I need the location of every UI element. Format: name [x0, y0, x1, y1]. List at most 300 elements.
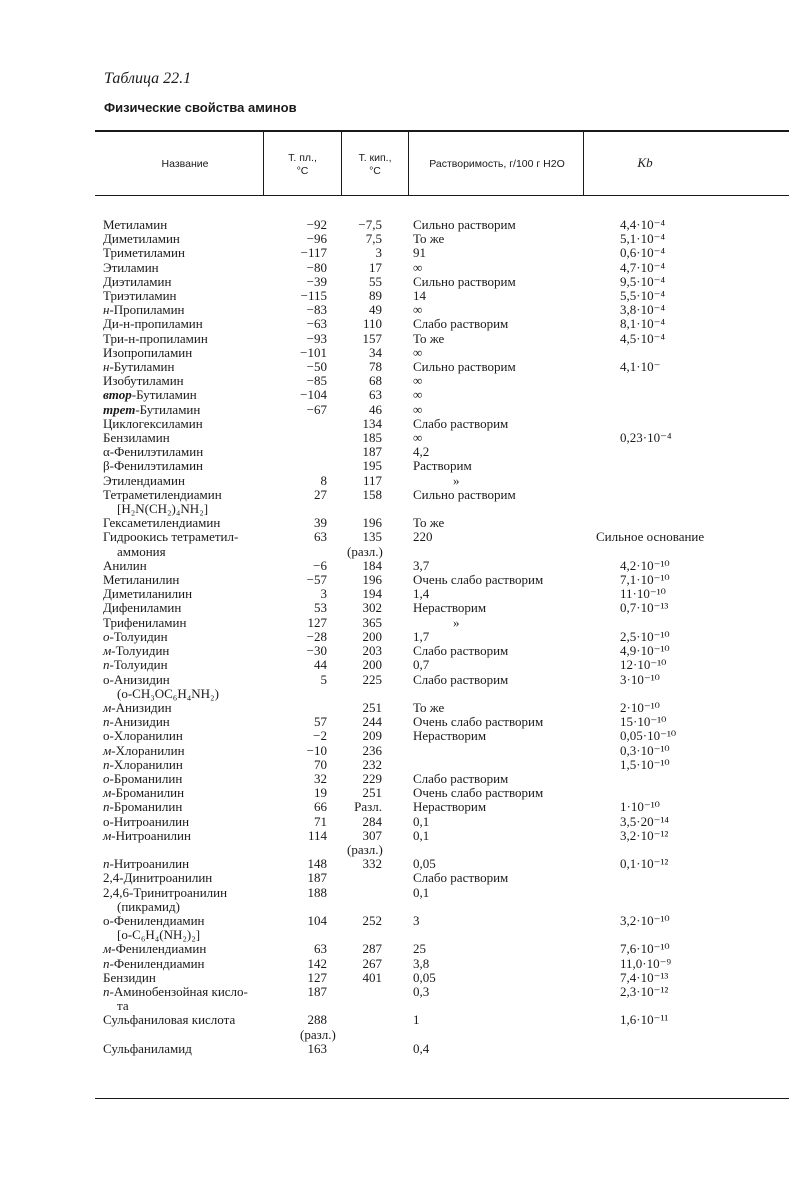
spacer	[382, 957, 413, 971]
cell-line: 7,6·10⁻¹⁰	[620, 941, 670, 957]
boiling-point	[347, 815, 382, 829]
amine-name-line	[103, 857, 300, 871]
solubility	[413, 403, 596, 417]
cell-line: Разл.	[354, 799, 382, 815]
table-row	[103, 431, 793, 445]
table-row	[103, 275, 793, 289]
solubility	[413, 516, 596, 530]
solubility	[413, 786, 596, 800]
amine-name-line	[103, 729, 300, 743]
amine-name-text: (о-CH₃OC₆H₄NH₂)	[117, 685, 219, 701]
solubility	[413, 488, 596, 516]
cell-line: 236	[362, 742, 382, 758]
amine-name	[103, 360, 300, 374]
table-row	[103, 644, 793, 658]
spacer	[327, 417, 347, 431]
amine-name	[103, 786, 300, 800]
amine-name	[103, 772, 300, 786]
kb-value	[596, 246, 793, 260]
spacer	[327, 616, 347, 630]
table-row	[103, 360, 793, 374]
amine-name-line	[103, 601, 300, 615]
cell-line: 11·10⁻¹⁰	[620, 586, 666, 602]
table-row	[103, 701, 793, 715]
amine-name	[103, 474, 300, 488]
kb-value	[596, 1042, 793, 1056]
melting-point	[300, 388, 327, 402]
spacer	[382, 559, 413, 573]
cell-line: 34	[369, 344, 382, 360]
solubility	[413, 957, 596, 971]
boiling-point	[347, 459, 382, 473]
kb-value	[596, 346, 793, 360]
cell-line: Сильно растворим	[413, 217, 516, 232]
amine-name	[103, 232, 300, 246]
cell-line: 0,3	[413, 983, 430, 999]
amine-name-text: -Броманилин	[109, 799, 183, 815]
cell-line: 5,5·10⁻⁴	[620, 288, 665, 304]
cell-line: 114	[307, 827, 327, 843]
amine-name-text: β-Фенилэтиламин	[103, 458, 204, 474]
cell-line: 0,6·10⁻⁴	[620, 245, 665, 261]
spacer	[382, 871, 413, 885]
cell-line: 3,5·20⁻¹⁴	[620, 813, 669, 829]
cell-line: Слабо растворим	[413, 316, 509, 332]
spacer	[382, 374, 413, 388]
amine-name-text: Гидроокись тетраметил-	[103, 529, 239, 545]
amine-name-text: (пикрамид)	[117, 898, 180, 914]
melting-point	[300, 232, 327, 246]
cell-line: 19	[314, 785, 327, 801]
spacer	[327, 942, 347, 956]
boiling-point	[347, 658, 382, 672]
table-row	[103, 488, 793, 516]
boiling-point	[347, 729, 382, 743]
boiling-point	[347, 388, 382, 402]
melting-point	[300, 857, 327, 871]
solubility	[413, 744, 596, 758]
amine-name	[103, 332, 300, 346]
amine-name	[103, 601, 300, 615]
cell-line: 163	[307, 1040, 327, 1056]
cell-line: 0,1	[413, 813, 430, 829]
amine-name-text: Триэтиламин	[103, 288, 177, 304]
spacer	[382, 601, 413, 615]
solubility	[413, 474, 596, 488]
table-row	[103, 559, 793, 573]
cell-line: 2,5·10⁻¹⁰	[620, 628, 670, 644]
melting-point	[300, 218, 327, 232]
cell-line: −104	[300, 387, 327, 403]
boiling-point	[347, 701, 382, 715]
solubility	[413, 388, 596, 402]
kb-value	[596, 218, 793, 232]
amine-name-text: 2,4-Динитроанилин	[103, 870, 213, 886]
spacer	[327, 374, 347, 388]
table-row	[103, 346, 793, 360]
amine-name-line	[103, 815, 300, 829]
boiling-point	[347, 886, 382, 914]
boiling-point	[347, 985, 382, 1013]
amine-name	[103, 914, 300, 942]
spacer	[327, 914, 347, 942]
spacer	[382, 1042, 413, 1056]
amine-name-line	[103, 559, 300, 573]
kb-value	[596, 232, 793, 246]
cell-line: 7,1·10⁻¹⁰	[620, 572, 670, 588]
cell-line: 27	[314, 486, 327, 502]
amine-name-line	[103, 246, 300, 260]
solubility	[413, 942, 596, 956]
boiling-point	[347, 1013, 382, 1041]
spacer	[382, 829, 413, 857]
boiling-point	[347, 971, 382, 985]
amine-name-text: Метиламин	[103, 217, 168, 232]
amine-name-line	[103, 275, 300, 289]
amine-name-text: о-Фенилендиамин	[103, 912, 205, 928]
boiling-point	[347, 417, 382, 431]
cell-line: 232	[362, 756, 382, 772]
melting-point	[300, 459, 327, 473]
boiling-point	[347, 772, 382, 786]
spacer	[382, 744, 413, 758]
cell-line: 1	[413, 1012, 420, 1028]
spacer	[327, 829, 347, 857]
boiling-point	[347, 673, 382, 701]
solubility	[413, 332, 596, 346]
boiling-point	[347, 445, 382, 459]
table-row	[103, 772, 793, 786]
solubility	[413, 871, 596, 885]
melting-point	[300, 332, 327, 346]
amine-name-text: -Толуидин	[109, 628, 168, 644]
header-rule	[95, 195, 789, 196]
cell-line: 157	[362, 330, 382, 346]
boiling-point	[347, 616, 382, 630]
kb-value	[596, 530, 793, 558]
melting-point	[300, 289, 327, 303]
kb-value	[596, 474, 793, 488]
boiling-point	[347, 232, 382, 246]
boiling-point	[347, 573, 382, 587]
kb-value	[596, 403, 793, 417]
cell-line: −50	[306, 359, 327, 375]
boiling-point	[347, 1042, 382, 1056]
amine-name	[103, 218, 300, 232]
table-row	[103, 587, 793, 601]
cell-line: 63	[314, 941, 327, 957]
cell-line: 3	[320, 586, 327, 602]
cell-line: 195	[362, 458, 382, 474]
amine-name-text: -Толуидин	[111, 643, 170, 659]
table-row	[103, 871, 793, 885]
spacer	[327, 772, 347, 786]
amine-name-line	[103, 360, 300, 374]
solubility	[413, 971, 596, 985]
boiling-point	[347, 246, 382, 260]
cell-line: 5,1·10⁻⁴	[620, 231, 665, 247]
cell-line: 53	[314, 600, 327, 616]
amine-name	[103, 658, 300, 672]
cell-line: 1,5·10⁻¹⁰	[620, 756, 670, 772]
cell-line: »	[453, 614, 460, 630]
kb-value	[596, 786, 793, 800]
cell-line: 0,05	[413, 969, 436, 985]
melting-point	[300, 772, 327, 786]
spacer	[327, 630, 347, 644]
spacer	[327, 218, 347, 232]
spacer	[327, 289, 347, 303]
amine-name-text: Циклогексиламин	[103, 415, 203, 431]
melting-point	[300, 488, 327, 516]
isomer-prefix: м	[103, 643, 112, 659]
boiling-point	[347, 829, 382, 857]
kb-value	[596, 488, 793, 516]
amine-name-line	[103, 999, 300, 1013]
column-divider	[341, 130, 342, 195]
amine-name-line	[103, 459, 300, 473]
amine-name-line	[103, 445, 300, 459]
kb-value	[596, 857, 793, 871]
cell-line: 68	[369, 373, 382, 389]
spacer	[382, 218, 413, 232]
table-row	[103, 942, 793, 956]
kb-value	[596, 516, 793, 530]
amine-name-text: Ди-н-пропиламин	[103, 316, 203, 332]
amine-name-line	[103, 1042, 300, 1056]
spacer	[382, 658, 413, 672]
table-row	[103, 445, 793, 459]
cell-line: 4,5·10⁻⁴	[620, 330, 665, 346]
cell-line: 117	[362, 472, 382, 488]
kb-value	[596, 360, 793, 374]
amine-name-line	[103, 573, 300, 587]
spacer	[382, 488, 413, 516]
kb-value	[596, 985, 793, 1013]
amine-name-line	[103, 800, 300, 814]
amine-name-text: [о-C₆H₄(NH₂)₂]	[117, 927, 201, 943]
boiling-point	[347, 857, 382, 871]
amine-name	[103, 431, 300, 445]
spacer	[382, 459, 413, 473]
cell-line: 1,7	[413, 628, 430, 644]
cell-line: 71	[314, 813, 327, 829]
table-row	[103, 715, 793, 729]
cell-line: 127	[307, 969, 327, 985]
amine-name-text: Изобутиламин	[103, 373, 184, 389]
cell-line: −10	[306, 742, 327, 758]
cell-line: 89	[369, 288, 382, 304]
spacer	[327, 957, 347, 971]
kb-value	[596, 658, 793, 672]
kb-value	[596, 601, 793, 615]
spacer	[382, 701, 413, 715]
amine-name-line	[103, 772, 300, 786]
boiling-point	[347, 871, 382, 885]
amine-name-line	[103, 701, 300, 715]
amine-name	[103, 573, 300, 587]
amine-name-text: -Хлоранилин	[109, 756, 183, 772]
solubility	[413, 261, 596, 275]
cell-line: 194	[362, 586, 382, 602]
spacer	[327, 673, 347, 701]
table-row	[103, 914, 793, 942]
melting-point	[300, 729, 327, 743]
header-bp-line1: Т. кип.,	[358, 152, 392, 164]
solubility	[413, 417, 596, 431]
cell-line: 196	[362, 515, 382, 531]
spacer	[382, 729, 413, 743]
solubility	[413, 644, 596, 658]
table-row	[103, 744, 793, 758]
spacer	[327, 530, 347, 558]
boiling-point	[347, 587, 382, 601]
boiling-point	[347, 957, 382, 971]
amine-name-text: -Бутиламин	[135, 401, 201, 417]
spacer	[382, 275, 413, 289]
cell-line: ∞	[413, 401, 423, 417]
table-row	[103, 601, 793, 615]
spacer	[382, 261, 413, 275]
amine-name	[103, 246, 300, 260]
boiling-point	[347, 289, 382, 303]
kb-value	[596, 942, 793, 956]
solubility	[413, 701, 596, 715]
amine-name-line	[103, 488, 300, 502]
melting-point	[300, 275, 327, 289]
boiling-point	[347, 275, 382, 289]
header-mp	[270, 152, 335, 178]
amine-name-text: Триметиламин	[103, 245, 185, 261]
amine-name-line	[103, 871, 300, 885]
cell-line: 0,05	[413, 856, 436, 872]
spacer	[382, 587, 413, 601]
spacer	[382, 758, 413, 772]
solubility	[413, 758, 596, 772]
cell-line: ∞	[413, 344, 423, 360]
cell-line: 1,4	[413, 586, 430, 602]
cell-line: 244	[362, 714, 382, 730]
spacer	[327, 729, 347, 743]
bottom-rule	[95, 1098, 789, 1099]
boiling-point	[347, 488, 382, 516]
melting-point	[300, 701, 327, 715]
table-row	[103, 758, 793, 772]
solubility	[413, 346, 596, 360]
solubility	[413, 914, 596, 942]
solubility	[413, 729, 596, 743]
solubility	[413, 445, 596, 459]
amine-name-line	[103, 317, 300, 331]
cell-line: 39	[314, 515, 327, 531]
amine-name	[103, 516, 300, 530]
spacer	[382, 914, 413, 942]
cell-line: 110	[362, 316, 382, 332]
table-body	[103, 218, 793, 1056]
amine-name-line	[103, 403, 300, 417]
boiling-point	[347, 715, 382, 729]
cell-line: Нерастворим	[413, 799, 487, 815]
amine-name	[103, 445, 300, 459]
cell-line: 302	[362, 600, 382, 616]
melting-point	[300, 800, 327, 814]
cell-line: 5	[320, 671, 327, 687]
amine-name-text: Диметиламин	[103, 231, 180, 247]
amine-name-line	[103, 644, 300, 658]
amine-name-line	[103, 374, 300, 388]
boiling-point	[347, 914, 382, 942]
cell-line: 66	[314, 799, 327, 815]
cell-line: 44	[314, 657, 327, 673]
spacer	[382, 644, 413, 658]
cell-line: 200	[362, 628, 382, 644]
amine-name-text: аммония	[117, 543, 166, 559]
isomer-prefix: о	[103, 770, 110, 786]
spacer	[382, 317, 413, 331]
melting-point	[300, 985, 327, 1013]
table-row	[103, 516, 793, 530]
melting-point	[300, 530, 327, 558]
amine-name-line	[103, 474, 300, 488]
solubility	[413, 232, 596, 246]
cell-line: 0,7·10⁻¹³	[620, 600, 669, 616]
cell-line: 184	[362, 557, 382, 573]
amine-name	[103, 871, 300, 885]
amine-name	[103, 701, 300, 715]
cell-line: То же	[413, 330, 445, 346]
melting-point	[300, 246, 327, 260]
boiling-point	[347, 758, 382, 772]
amine-name-line	[103, 431, 300, 445]
melting-point	[300, 971, 327, 985]
melting-point	[300, 786, 327, 800]
spacer	[327, 971, 347, 985]
table-row	[103, 332, 793, 346]
cell-line: 11,0·10⁻⁹	[620, 955, 671, 971]
cell-line: ∞	[413, 387, 423, 403]
amine-name-text: Тетраметилендиамин	[103, 486, 222, 502]
kb-value	[596, 758, 793, 772]
amine-name-line	[103, 829, 300, 843]
spacer	[382, 530, 413, 558]
solubility	[413, 218, 596, 232]
cell-line: Очень слабо растворим	[413, 785, 544, 801]
spacer	[327, 303, 347, 317]
solubility	[413, 1042, 596, 1056]
isomer-prefix: н	[103, 359, 110, 375]
amine-name-text: та	[117, 998, 129, 1014]
spacer	[382, 232, 413, 246]
cell-line: Сильное основание	[596, 529, 705, 545]
cell-line: 187	[307, 870, 327, 886]
spacer	[382, 360, 413, 374]
melting-point	[300, 601, 327, 615]
table-row	[103, 317, 793, 331]
amine-name-text: Дифениламин	[103, 600, 182, 616]
solubility	[413, 829, 596, 857]
cell-line: −39	[306, 273, 327, 289]
amine-name-line	[103, 786, 300, 800]
amine-name-line	[103, 417, 300, 431]
solubility	[413, 374, 596, 388]
amine-name-line	[103, 957, 300, 971]
header-mp-line2: °C	[296, 165, 309, 177]
cell-line: 252	[362, 912, 382, 928]
cell-line: 104	[307, 912, 327, 928]
amine-name-line	[103, 502, 300, 516]
cell-line: 267	[362, 955, 382, 971]
cell-line: 203	[362, 643, 382, 659]
